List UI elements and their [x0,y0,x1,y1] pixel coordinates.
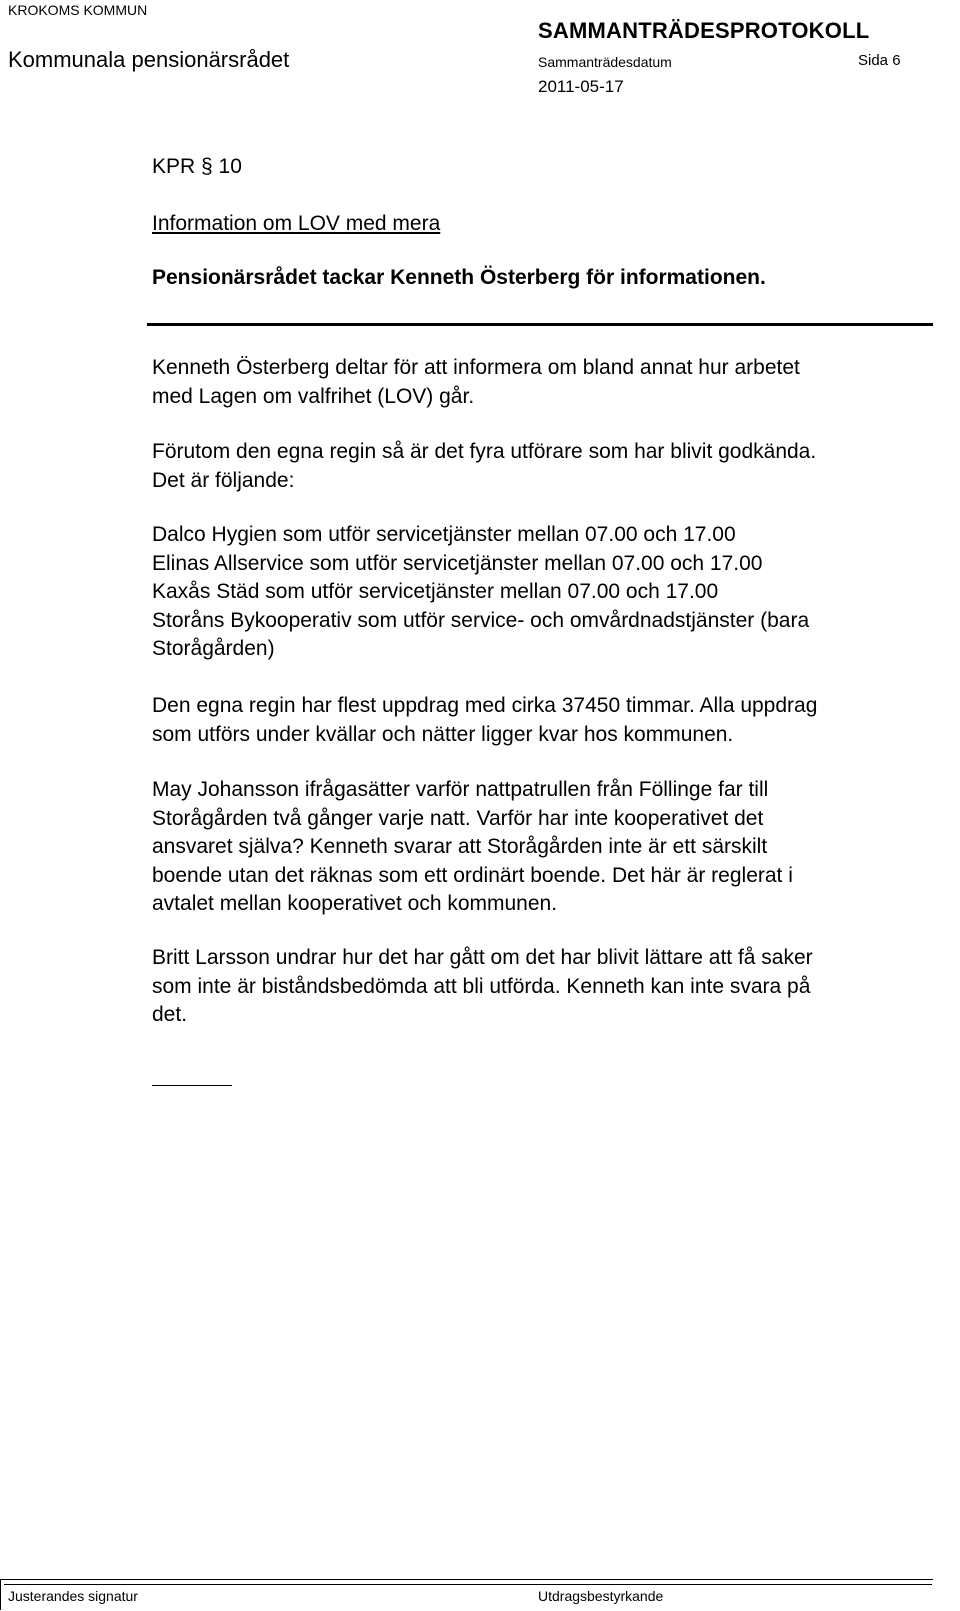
footer-divider [4,1584,932,1585]
meeting-date-label: Sammanträdesdatum [538,54,672,70]
paragraph-lov-info [152,354,942,411]
paragraph-providers-intro [152,438,942,495]
paragraph-line: boende utan det räknas som ett ordinärt boende. Det här är reglerat i [152,863,793,887]
provider-item: Storåns Bykooperativ som utför service- och omvårdnadstjänster (bara [152,608,810,632]
paragraph-line: Britt Larsson undrar hur det har gått om det har blivit lättare att få saker [152,946,813,969]
provider-item: Storågården) [152,637,275,660]
paragraph-line: May Johansson ifrågasätter varför nattpatrullen från Föllinge far till [152,778,769,801]
provider-item: Kaxås Städ som utför servicetjänster mellan 07.00 och 17.00 [152,580,719,603]
paragraph-line: med Lagen om valfrihet (LOV) går. [152,384,475,408]
signature-label: Justerandes signatur [8,1588,138,1604]
provider-item: Elinas Allservice som utför servicetjänster mellan 07.00 och 17.00 [152,551,763,575]
paragraph-line: Den egna regin har flest uppdrag med cirka 37450 timmar. Alla uppdrag [152,694,818,717]
paragraph-line: Förutom den egna regin så är det fyra utförare som har blivit godkända. [152,440,817,463]
paragraph-own-regime [152,692,942,749]
paragraph-britt-larsson [152,944,942,1030]
paragraph-line: som inte är biståndsbedömda att bli utförda. Kenneth kan inte svara på [152,974,811,998]
municipality-name: KROKOMS KOMMUN [8,2,148,18]
page-number: Sida 6 [858,52,901,69]
paragraph-provider-list [152,521,942,664]
paragraph-line: avtalet mellan kooperativet och kommunen. [152,892,558,915]
paragraph-line: som utförs under kvällar och nätter ligger kvar hos kommunen. [152,722,734,746]
paragraph-line: det. [152,1003,188,1026]
meeting-date: 2011-05-17 [538,77,624,96]
extract-certification-label: Utdragsbestyrkande [538,1588,664,1604]
paragraph-may-johansson [152,776,942,919]
committee-name: Kommunala pensionärsrådet [8,47,290,72]
section-id: KPR § 10 [152,155,242,178]
section-divider [147,323,933,326]
section-title: Information om LOV med mera [152,212,441,235]
paragraph-line: Kenneth Österberg deltar för att informera om bland annat hur arbetet [152,356,800,379]
provider-item: Dalco Hygien som utför servicetjänster mellan 07.00 och 17.00 [152,523,736,546]
paragraph-line: Det är följande: [152,468,295,492]
paragraph-line: ansvaret själva? Kenneth svarar att Storågården inte är ett särskilt [152,835,768,858]
section-decision: Pensionärsrådet tackar Kenneth Österberg för informationen. [152,266,766,289]
document-title: SAMMANTRÄDESPROTOKOLL [538,18,870,43]
end-of-section-rule [152,1085,232,1086]
paragraph-line: Storågården två gånger varje natt. Varför har inte kooperativet det [152,806,764,830]
